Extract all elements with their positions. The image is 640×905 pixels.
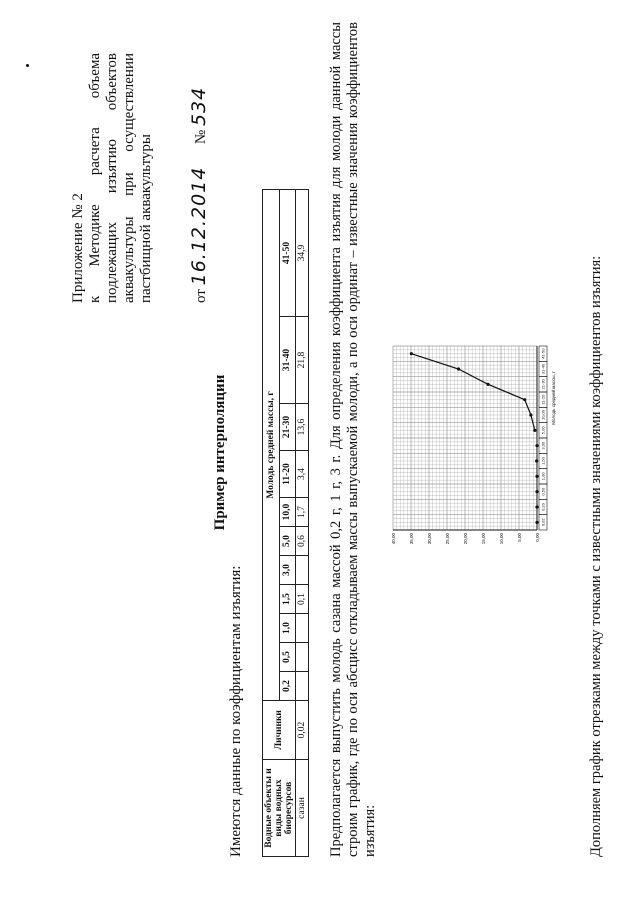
x-tick-label: 3,00	[540, 441, 546, 450]
number-handwritten: 534	[188, 86, 210, 127]
x-tick-label: 10,00	[540, 409, 546, 421]
x-tick-label: 41-50	[540, 348, 546, 359]
y-tick-label: 10,00	[499, 533, 504, 545]
mass-header: 10,0	[279, 498, 296, 527]
row-label: сазан	[296, 760, 309, 857]
data-point	[535, 505, 538, 508]
mass-header: 5,0	[279, 527, 296, 556]
row-larvae: 0,02	[296, 701, 309, 760]
appendix-line-2: к Методике расчета объема	[87, 53, 103, 303]
data-point	[410, 352, 413, 355]
closing-text: Дополняем график отрезками между точками с известными значениями коэффициентов изъятия:	[588, 255, 604, 857]
data-point	[535, 475, 538, 478]
mass-header: 0,5	[279, 643, 296, 672]
appendix-title: Приложение № 2	[70, 193, 86, 303]
data-point	[535, 521, 538, 524]
cell: 3,4	[296, 451, 309, 498]
y-tick-label: 25,00	[445, 533, 450, 545]
cell: 21,8	[296, 317, 309, 404]
y-tick-label: 20,00	[463, 533, 468, 545]
mass-header: 1,5	[279, 585, 296, 614]
mass-header: 21-30	[279, 404, 296, 451]
cell	[296, 556, 309, 585]
mass-header: 41-50	[279, 190, 296, 317]
date-line	[188, 23, 210, 303]
col-header-objects: Водные объекты и виды водных биоресурсов	[263, 760, 296, 857]
mass-header: 31-40	[279, 317, 296, 404]
mass-header: 11-20	[279, 451, 296, 498]
x-tick-label: 5,00	[540, 426, 546, 435]
x-tick-label: 0,02	[540, 518, 546, 527]
coefficients-table	[262, 189, 309, 857]
intro-text: Имеются данные по коэффициентам изъятия:	[228, 565, 244, 857]
date-prefix: от	[193, 289, 209, 303]
y-tick-label: 40,00	[391, 533, 396, 545]
appendix-line-5: пастбищной аквакультуры	[138, 133, 154, 303]
x-tick-label: 1,00	[540, 472, 546, 481]
col-header-group: Молодь средней массы, г	[263, 190, 280, 701]
cell	[296, 614, 309, 643]
x-axis-label: Молодь средней массы, г	[551, 371, 556, 425]
data-point	[523, 398, 526, 401]
table-row	[296, 190, 309, 857]
cell: 0,1	[296, 585, 309, 614]
chart-svg	[385, 340, 570, 560]
table-header-row	[263, 190, 280, 857]
col-header-larvae: Личинки	[263, 701, 296, 760]
cell: 34,9	[296, 190, 309, 317]
x-tick-label: 0,50	[540, 487, 546, 496]
appendix-header	[70, 53, 155, 303]
x-tick-label: 0,20	[540, 503, 546, 511]
mass-header: 0,2	[279, 672, 296, 701]
y-tick-label: 30,00	[427, 533, 432, 545]
cell	[296, 672, 309, 701]
y-tick-label: 5,00	[517, 533, 522, 542]
page-title: Пример интерполяции	[212, 374, 228, 531]
x-tick-label: 11-20	[540, 394, 546, 405]
interpolation-chart	[385, 340, 570, 560]
y-tick-label: 15,00	[481, 533, 486, 545]
mass-header: 1,0	[279, 614, 296, 643]
cell	[296, 643, 309, 672]
data-point	[457, 367, 460, 370]
mass-header: 3,0	[279, 556, 296, 585]
appendix-line-3: подлежащих изъятию объектов	[104, 53, 120, 303]
data-point	[535, 444, 538, 447]
x-tick-label: 31-40	[540, 363, 546, 375]
y-tick-label: 35,00	[409, 533, 414, 545]
date-handwritten: 16.12.2014	[188, 166, 210, 286]
data-point	[486, 383, 489, 386]
cell: 1,7	[296, 498, 309, 527]
x-tick-label: 1,50	[540, 457, 546, 465]
data-point	[529, 413, 532, 416]
cell: 0,6	[296, 527, 309, 556]
number-prefix: №	[193, 129, 209, 145]
data-point	[535, 459, 538, 462]
data-point	[533, 429, 536, 432]
data-point	[535, 490, 538, 493]
appendix-line-4: аквакультуры при осуществлении	[121, 53, 137, 303]
body-paragraph: Предполагается выпустить молодь сазана массой 0,2 г, 1 г, 3 г. Для определения коэффициента изъятия для молоди данной массы строим график, где по оси абсцисс откладываем массы выпускаемой молоди, а по оси ординат – известные значения коэффициентов изъятия:	[328, 22, 378, 857]
cell: 13,6	[296, 404, 309, 451]
y-tick-label: 0,00	[535, 533, 540, 542]
x-tick-label: 21-30	[540, 379, 546, 390]
